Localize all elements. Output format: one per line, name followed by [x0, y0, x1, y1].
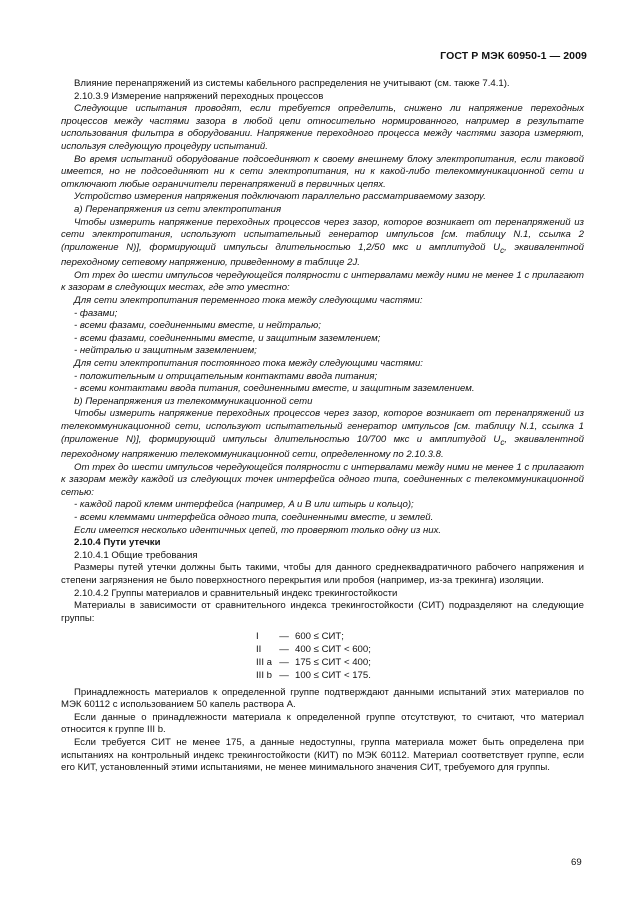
page-content	[61, 78, 584, 775]
list-item: - всеми фазами, соединенными вместе, и защитным заземлением;	[74, 332, 381, 344]
paragraph-7-tail: , эквивалентной переходному сетевому напряжению, приведенному в таблице 2J.	[61, 241, 584, 269]
paragraph-28: Принадлежность материалов к определенной группе подтверждают данными испытаний этих материалов по МЭК 60112 с использованием 50 капель раствора A.	[61, 686, 584, 711]
list-item: - всеми фазами, соединенными вместе, и нейтралью;	[74, 320, 321, 332]
section-heading-2-10-4-1: 2.10.4.1 Общие требования	[74, 549, 198, 561]
group-dash: —	[279, 644, 289, 656]
paragraph-29: Если данные о принадлежности материала к определенной группе отсутствуют, то считают, что материал относится к группе III b.	[61, 711, 584, 736]
list-item: - всеми клеммами интерфейса одного типа, соединенными вместе, и землей.	[74, 512, 434, 523]
group-label: III b	[256, 669, 272, 681]
ac-list-intro: Для сети электропитания переменного тока между следующими частями:	[74, 295, 423, 306]
group-dash: —	[279, 631, 289, 643]
paragraph-20: От трех до шести импульсов чередующейся полярности с интервалами между ними не менее 1 с прилагают к зазорам между каждой из следующих точек интерфейса одного типа, соединенных с телекоммуникационной сетью:	[61, 461, 584, 498]
paragraph-1: Влияние перенапряжений из системы кабельного распределения не учитывают (см. также 7.4.1).	[74, 78, 510, 89]
material-group-row	[256, 670, 584, 683]
paragraph-27: Материалы в зависимости от сравнительного индекса трекингостойкости (СИТ) подразделяют на следующие группы:	[61, 600, 584, 624]
group-range: 175 ≤ СИТ < 400;	[295, 656, 371, 668]
paragraph-19-text: Чтобы измерить напряжение переходных процессов через зазор, которое возникает от перенапряжений из телекоммуникационной сети, используют испытательный генератор импульсов [см. таблицу N.1, ссылка 1 (приложение N)], формирующий импульсы длительностью 10/700 мкс и амплитудой U	[61, 408, 584, 445]
list-item: - фазами;	[74, 307, 118, 319]
paragraph-7-text: Чтобы измерить напряжение переходных процессов через зазор, которое возникает от перенапряжений из сети электропитания, используют испытательный генератор импульсов [см. таблицу N.1, ссылка 2 (приложение N)], формирующий импульсы длительностью 1,2/50 мкс и амплитудой U	[61, 216, 584, 253]
group-label: II	[256, 644, 262, 656]
list-item: - положительным и отрицательным контактами ввода питания;	[74, 370, 378, 382]
list-item: - нейтралью и защитным заземлением;	[74, 345, 257, 357]
subheading-b: b) Перенапряжения из телекоммуникационной сети	[74, 395, 313, 407]
paragraph-25: Размеры путей утечки должны быть такими, чтобы для данного среднеквадратичного рабочего напряжения и степени загрязнения не было поверхностного перекрытия или пробоя (например, из-за трекинга) изоляции.	[61, 562, 584, 586]
group-dash: —	[279, 669, 289, 681]
group-label: III a	[256, 656, 272, 668]
paragraph-7	[61, 217, 584, 270]
subheading-a: a) Перенапряжения из сети электропитания	[74, 203, 282, 215]
list-item: - каждой парой клемм интерфейса (например, A и B или штырь и кольцо);	[74, 499, 414, 511]
uc-subscript: c	[500, 245, 505, 255]
list-item: - всеми контактами ввода питания, соединенными вместе, и защитным заземлением.	[74, 383, 475, 395]
paragraph-30: Если требуется СИТ не менее 175, а данные недоступны, группа материала может быть определена при испытаниях на контрольный индекс трекингостойкости (КИТ) по МЭК 60112. Материал соответствует группе, если его КИТ, установленный этими испытаниями, не менее минимального значения СИТ, требуемого для группы.	[61, 736, 584, 774]
paragraph-8: От трех до шести импульсов чередующейся полярности с интервалами между ними не менее 1 с прилагают к зазорам в следующих местах, где это уместно:	[61, 269, 584, 294]
material-group-row	[256, 657, 584, 670]
paragraph-3: Следующие испытания проводят, если требуется определить, снижено ли напряжение переходных процессов между частями зазора в любой цепи относительно нормированного, например в результате использования фильтра в оборудовании. Напряжение переходного процесса между частями зазора измеряют, используя следующую процедуру испытаний.	[61, 103, 584, 152]
material-groups-list	[256, 631, 584, 682]
group-label: I	[256, 631, 259, 643]
section-heading-2-10-4: 2.10.4 Пути утечки	[74, 537, 161, 549]
group-range: 400 ≤ СИТ < 600;	[295, 644, 371, 656]
page-number: 69	[571, 857, 582, 868]
paragraph-19-tail: , эквивалентной переходному напряжению телекоммуникационной сети, определенному по 2.10.3.8.	[61, 433, 584, 461]
section-heading-2-10-4-2: 2.10.4.2 Группы материалов и сравнительный индекс трекингостойкости	[74, 587, 398, 599]
material-group-row	[256, 631, 584, 644]
paragraph-19	[61, 408, 584, 461]
standard-header: ГОСТ Р МЭК 60950-1 — 2009	[440, 50, 587, 62]
paragraph-5: Устройство измерения напряжения подключают параллельно рассматриваемому зазору.	[74, 191, 486, 203]
paragraph-22: Если имеется несколько идентичных цепей, то проверяют только одну из них.	[74, 524, 442, 536]
uc-subscript: c	[500, 437, 505, 447]
material-group-row	[256, 644, 584, 657]
paragraph-4: Во время испытаний оборудование подсоединяют к своему внешнему блоку электропитания, если таковой имеется, но не подсоединяют ни к сети электропитания, ни к какой-либо телекоммуникационной сети и отключают любые ограничители перенапряжений в первичных цепях.	[61, 153, 584, 190]
dc-list-intro: Для сети электропитания постоянного тока между следующими частями:	[74, 357, 423, 369]
group-dash: —	[279, 656, 289, 668]
group-range: 600 ≤ СИТ;	[295, 631, 344, 643]
section-heading-2-10-3-9: 2.10.3.9 Измерение напряжений переходных процессов	[74, 90, 324, 102]
group-range: 100 ≤ СИТ < 175.	[295, 669, 371, 681]
